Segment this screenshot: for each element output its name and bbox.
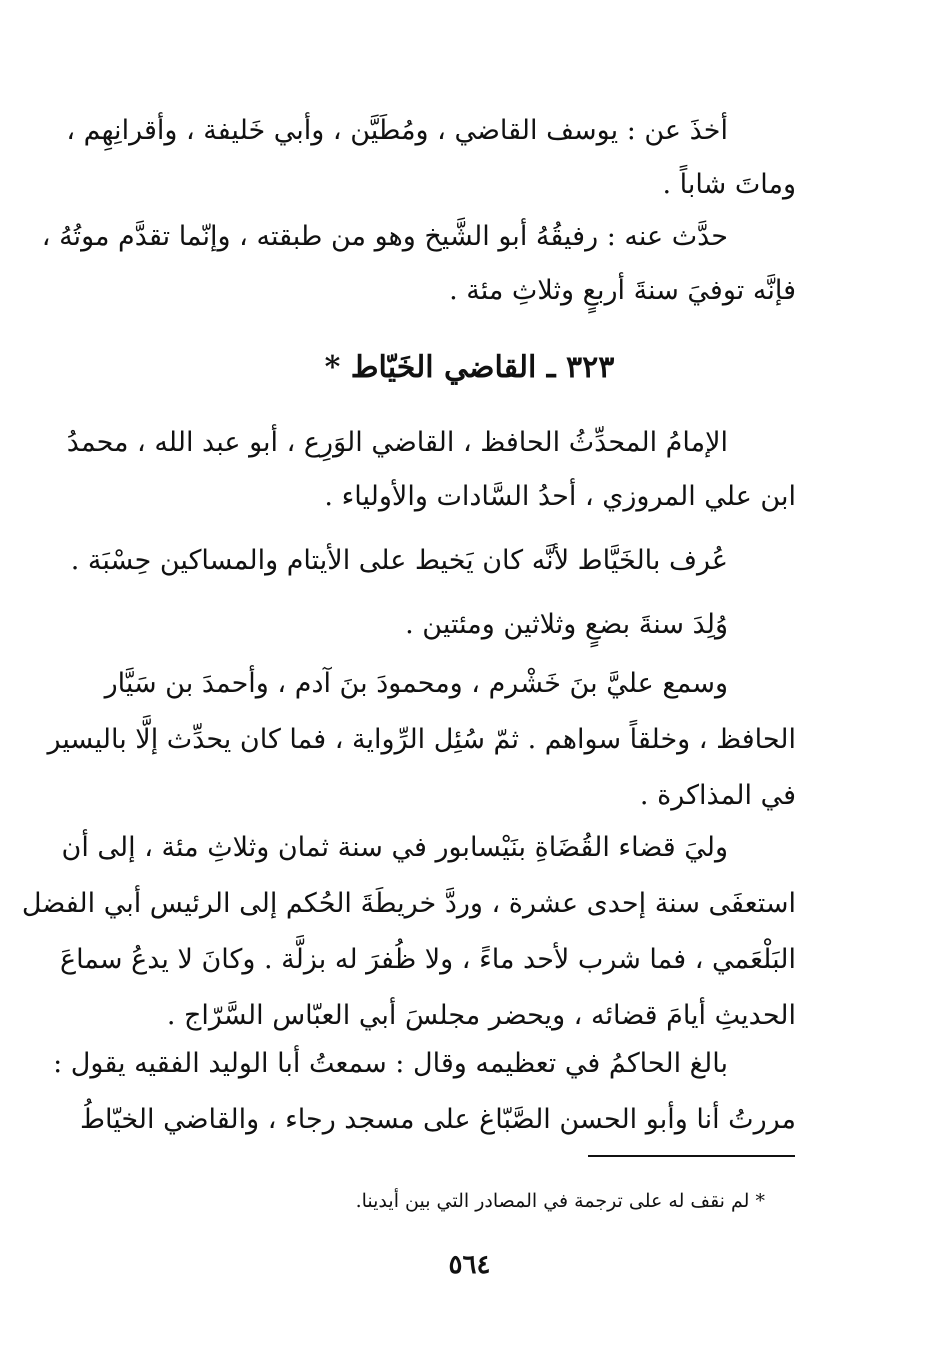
- text-line: في المذاكرة .: [639, 780, 796, 811]
- text-line: وماتَ شاباً .: [662, 169, 796, 200]
- text-line: وسمع عليَّ بنَ خَشْرم ، ومحمودَ بنَ آدم ، وأحمدَ بن سَيَّار: [104, 668, 728, 699]
- text-line: استعفَى سنة إحدى عشرة ، وردَّ خريطَةَ الحُكم إلى الرئيس أبي الفضل: [21, 888, 796, 919]
- text-line: مررتُ أنا وأبو الحسن الصَّبّاغ على مسجد رجاء ، والقاضي الخيّاطُ: [80, 1104, 796, 1135]
- paragraph-urifa: [70, 534, 796, 588]
- footnote: * لم نقف له على ترجمة في المصادر التي بين أيدينا.: [355, 1190, 765, 1212]
- text-line: البَلْعَمي ، فما شرب لأحد ماءً ، ولا ظُفرَ له بزلَّة . وكانَ لا يدعُ سماعَ: [59, 944, 796, 975]
- text-line: وليَ قضاء القُضَاةِ بنَيْسابور في سنة ثمان وثلاثِ مئة ، إلى أن: [61, 832, 728, 863]
- text-line: عُرف بالخَيَّاط لأنَّه كان يَخيط على الأيتام والمساكين حِسْبَة .: [70, 545, 728, 576]
- paragraph-haddatha: [41, 210, 796, 318]
- paragraph-imam: [66, 416, 796, 524]
- text-line: الحديثِ أيامَ قضائه ، ويحضر مجلسَ أبي العبّاس السَّرّاج .: [166, 1000, 796, 1031]
- paragraph-wulida: [122, 598, 796, 652]
- text-line: أخذَ عن : يوسف القاضي ، ومُطَيَّن ، وأبي خَليفة ، وأقرانِهِم ،: [66, 115, 728, 146]
- text-line: حدَّث عنه : رفيقُهُ أبو الشَّيخ وهو من طبقته ، وإنّما تقدَّم موتُهُ ،: [41, 221, 728, 252]
- entry-heading: ٣٢٣ ـ القاضي الخَيّاط *: [324, 350, 615, 385]
- paragraph-balagha: [53, 1036, 796, 1148]
- text-line: وُلِدَ سنةَ بضعٍ وثلاثين ومئتين .: [405, 609, 728, 640]
- text-line: بالغ الحاكمُ في تعظيمه وقال : سمعتُ أبا الوليد الفقيه يقول :: [53, 1048, 728, 1079]
- footnote-divider: [588, 1155, 795, 1157]
- page-number: ٥٦٤: [448, 1250, 491, 1280]
- text-line: فإنَّه توفيَ سنةَ أربعٍ وثلاثِ مئة .: [449, 275, 796, 306]
- text-line: الحافظ ، وخلقاً سواهم . ثمّ سُئِل الرِّواية ، فما كان يحدِّث إلَّا باليسير: [47, 724, 796, 755]
- paragraph-akhadha: [66, 104, 796, 212]
- text-line: الإمامُ المحدِّثُ الحافظ ، القاضي الوَرِع ، أبو عبد الله ، محمدُ: [66, 427, 728, 458]
- text-line: ابن علي المروزي ، أحدُ السَّادات والأولياء .: [324, 481, 796, 512]
- paragraph-samia: [47, 656, 796, 824]
- paragraph-waliya: [21, 820, 796, 1044]
